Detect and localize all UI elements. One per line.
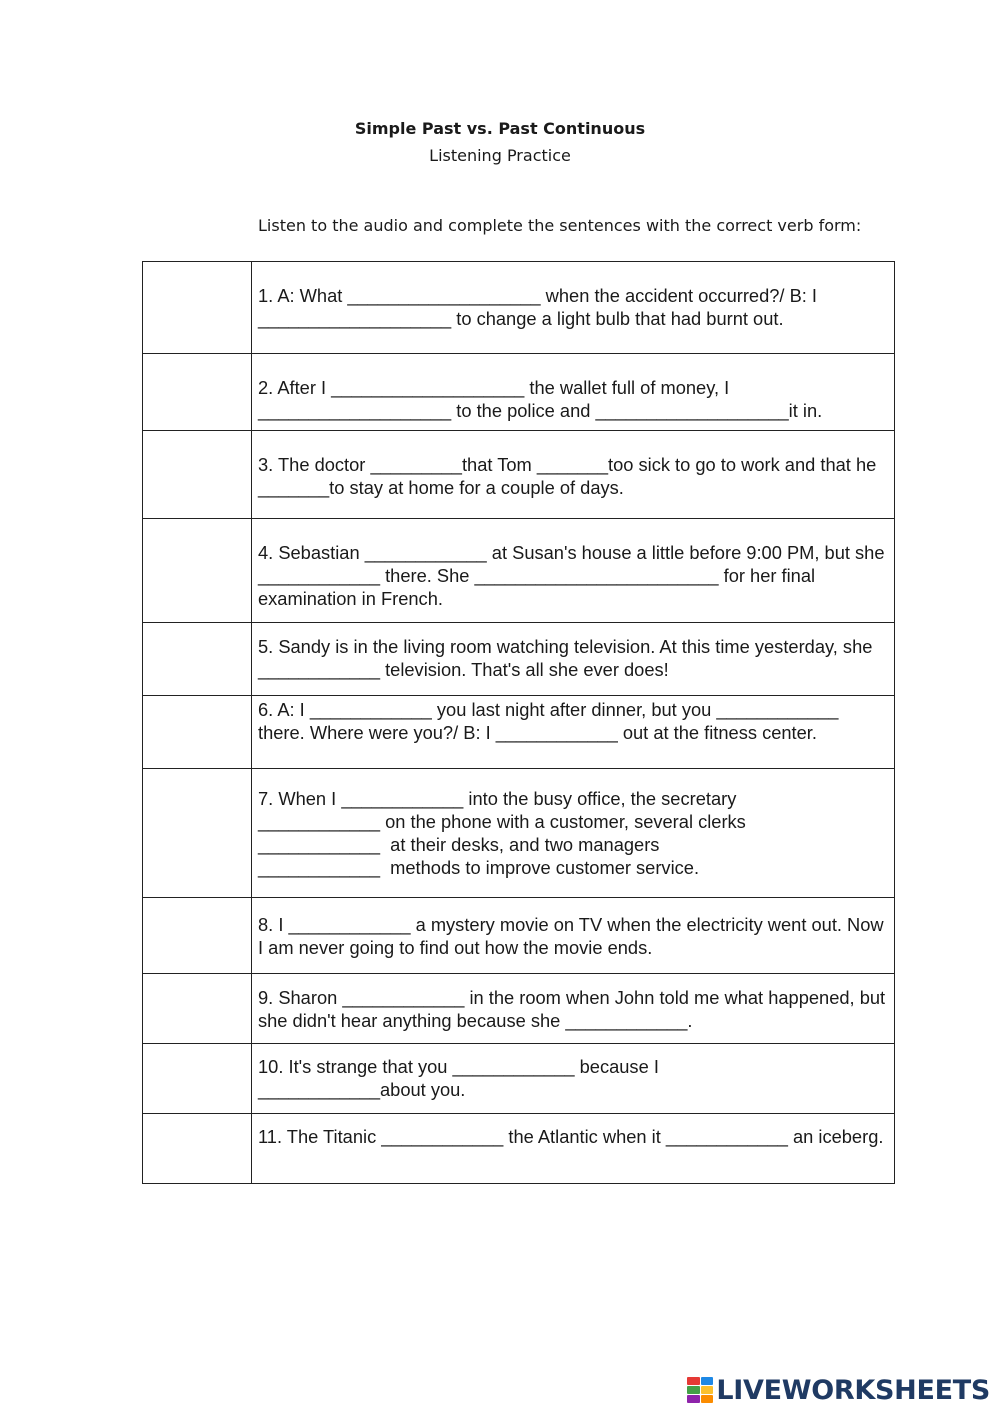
sentence-cell <box>252 1044 895 1114</box>
answer-box[interactable] <box>143 519 252 623</box>
sentence-cell <box>252 519 895 623</box>
brand-text: LIVEWORKSHEETS <box>716 1374 990 1406</box>
exercise-row <box>143 898 895 974</box>
sentence-text: 6. A: I ____________ you last night after dinner, but you ____________ there. Where were you?/ B: I ____________ out at the fitness center. <box>258 699 844 743</box>
exercise-row <box>143 1044 895 1114</box>
instructions-text: Listen to the audio and complete the sentences with the correct verb form: <box>258 216 862 235</box>
exercise-row <box>143 1114 895 1184</box>
sentence-text: 11. The Titanic ____________ the Atlantic when it ____________ an iceberg. <box>258 1126 884 1147</box>
answer-box[interactable] <box>143 431 252 519</box>
sentence-cell <box>252 354 895 431</box>
exercise-row <box>143 262 895 354</box>
sentence-text: 3. The doctor _________that Tom _______too sick to go to work and that he _______to stay at home for a couple of days. <box>258 454 882 498</box>
sentence-cell <box>252 696 895 769</box>
answer-box[interactable] <box>143 1044 252 1114</box>
answer-box[interactable] <box>143 354 252 431</box>
sentence-text: 7. When I ____________ into the busy office, the secretary ____________ on the phone with a customer, several clerks ____________ at their desks, and two managers ____________ methods to improve customer service. <box>258 788 746 878</box>
exercise-row <box>143 519 895 623</box>
logo-square <box>687 1386 700 1394</box>
sentence-cell <box>252 898 895 974</box>
answer-box[interactable] <box>143 623 252 696</box>
logo-square <box>687 1377 700 1385</box>
sentence-text: 2. After I ___________________ the wallet full of money, I ___________________ to the police and ___________________it in. <box>258 377 823 421</box>
sentence-text: 8. I ____________ a mystery movie on TV when the electricity went out. Now I am never going to find out how the movie ends. <box>258 914 889 958</box>
logo-square <box>701 1386 714 1394</box>
liveworksheets-logo-icon <box>687 1377 713 1403</box>
exercise-row <box>143 431 895 519</box>
exercise-row <box>143 354 895 431</box>
answer-box[interactable] <box>143 262 252 354</box>
exercise-row <box>143 974 895 1044</box>
liveworksheets-watermark[interactable] <box>687 1373 990 1407</box>
sentence-cell <box>252 1114 895 1184</box>
sentence-cell <box>252 431 895 519</box>
answer-box[interactable] <box>143 898 252 974</box>
exercise-row <box>143 696 895 769</box>
answer-box[interactable] <box>143 769 252 898</box>
sentence-cell <box>252 769 895 898</box>
answer-box[interactable] <box>143 696 252 769</box>
answer-box[interactable] <box>143 1114 252 1184</box>
sentence-text: 10. It's strange that you ____________ because I ____________about you. <box>258 1056 659 1100</box>
logo-square <box>701 1377 714 1385</box>
sentence-text: 1. A: What ___________________ when the accident occurred?/ B: I ___________________ to change a light bulb that had burnt out. <box>258 285 823 329</box>
worksheet-title: Simple Past vs. Past Continuous <box>354 119 646 138</box>
logo-square <box>701 1395 714 1403</box>
sentence-cell <box>252 262 895 354</box>
sentence-text: 9. Sharon ____________ in the room when John told me what happened, but she didn't hear anything because she ____________. <box>258 987 891 1031</box>
logo-square <box>687 1395 700 1403</box>
exercise-row <box>143 769 895 898</box>
worksheet-subtitle: Listening Practice <box>429 146 571 165</box>
sentence-text: 4. Sebastian ____________ at Susan's house a little before 9:00 PM, but she ____________ there. She ________________________ for her final examination in French. <box>258 542 890 609</box>
sentence-cell <box>252 623 895 696</box>
exercise-row <box>143 623 895 696</box>
exercise-table <box>142 261 895 1184</box>
sentence-cell <box>252 974 895 1044</box>
answer-box[interactable] <box>143 974 252 1044</box>
sentence-text: 5. Sandy is in the living room watching television. At this time yesterday, she ____________ television. That's all she ever does! <box>258 636 878 680</box>
